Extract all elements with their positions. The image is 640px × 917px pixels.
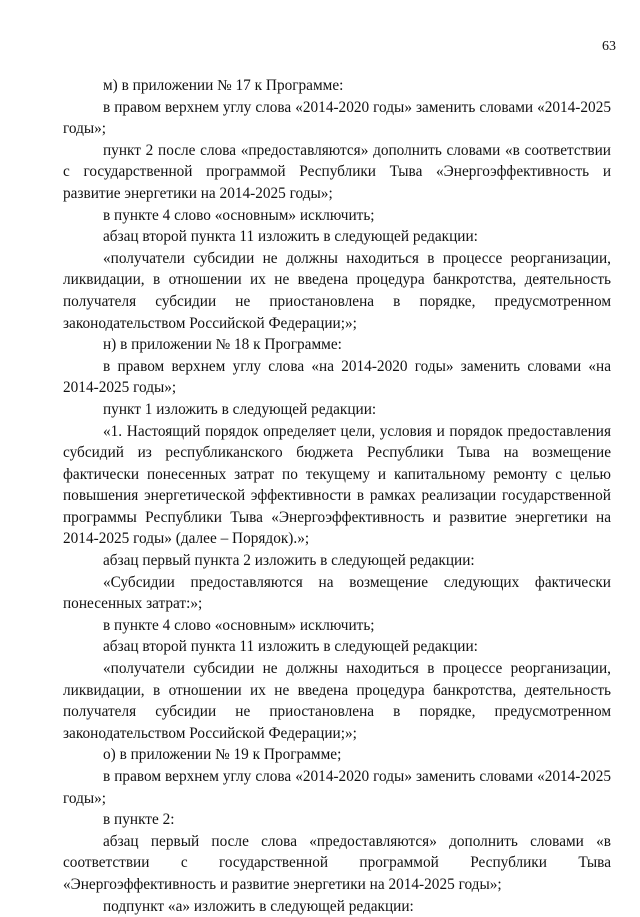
paragraph: в правом верхнем углу слова «2014-2020 годы» заменить словами «2014-2025 годы»; [63, 768, 611, 807]
paragraph: «1. Настоящий порядок определяет цели, условия и порядок предоставления субсидий из республиканского бюджета Республики Тыва на возмещение фактически понесенных затрат по текущему и капитальному ремонту с целью повышения энергетической эффективности в рамках реализации государственной программы Республики Тыва «Энергоэффективность и развитие энергетики на 2014-2025 годы» (далее – Порядок).»; [63, 422, 611, 548]
paragraph: в пункте 4 слово «основным» исключить; [103, 206, 375, 224]
page-number: 63 [602, 39, 616, 54]
paragraph: «Субсидии предоставляются на возмещение следующих фактически понесенных затрат:»; [63, 573, 611, 613]
paragraph: в пункте 4 слово «основным» исключить; [103, 616, 375, 634]
paragraph: в пункте 2: [103, 811, 175, 829]
paragraph: пункт 2 после слова «предоставляются» дополнить словами «в соответствии с государственной программой Республики Тыва «Энергоэффективность и развитие энергетики на 2014-2025 годы»; [63, 141, 611, 202]
paragraph: пункт 1 изложить в следующей редакции: [103, 400, 377, 418]
paragraph: в правом верхнем углу слова «2014-2020 годы» заменить словами «2014-2025 годы»; [63, 98, 611, 138]
paragraph: о) в приложении № 19 к Программе; [103, 746, 342, 764]
paragraph: «получатели субсидии не должны находиться в процессе реорганизации, ликвидации, в отношении их не введена процедура банкротства, деятельность получателя субсидии не приостановлена в порядке, предусмотренном законодательством Российской Федерации;»; [63, 660, 611, 742]
paragraph: м) в приложении № 17 к Программе: [103, 77, 344, 94]
document-body [63, 75, 611, 917]
paragraph: в правом верхнем углу слова «на 2014-2020 годы» заменить словами «на 2014-2025 годы»; [63, 357, 611, 397]
paragraph: подпункт «а» изложить в следующей редакции: [103, 897, 414, 915]
paragraph: абзац второй пункта 11 изложить в следующей редакции: [103, 228, 478, 246]
paragraph: н) в приложении № 18 к Программе: [103, 336, 342, 354]
paragraph: абзац первый после слова «предоставляются» дополнить словами «в соответствии с государственной программой Республики Тыва «Энергоэффективность и развитие энергетики на 2014-2025 годы»; [63, 832, 611, 893]
paragraph: абзац первый пункта 2 изложить в следующей редакции: [103, 552, 475, 570]
paragraph: абзац второй пункта 11 изложить в следующей редакции: [103, 638, 478, 656]
paragraph: «получатели субсидии не должны находиться в процессе реорганизации, ликвидации, в отношении их не введена процедура банкротства, деятельность получателя субсидии не приостановлена в порядке, предусмотренном законодательством Российской Федерации;»; [63, 249, 611, 332]
